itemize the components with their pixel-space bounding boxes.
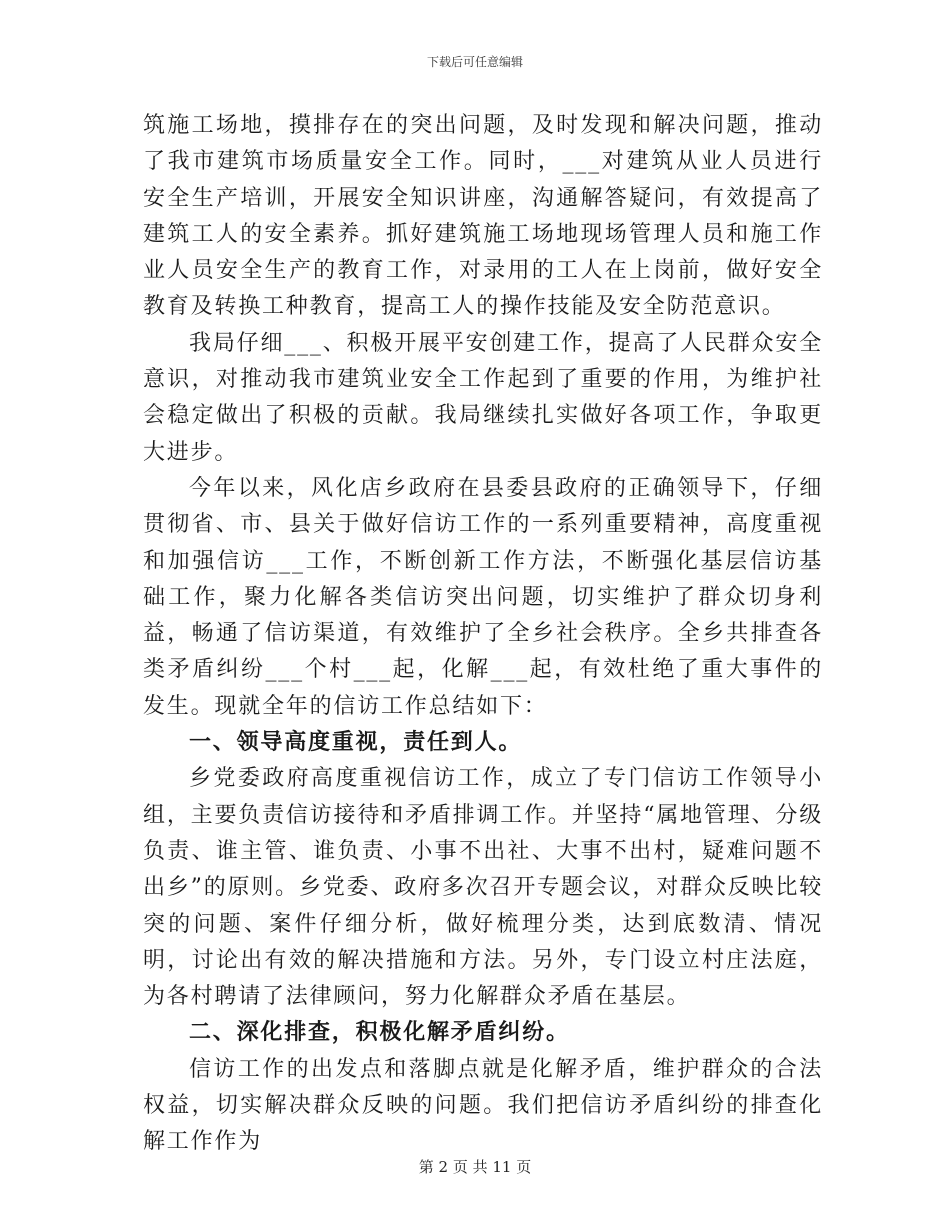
- paragraph-2: 我局仔细___、积极开展平安创建工作，提高了人民群众安全意识，对推动我市建筑业安全工作起到了重要的作用，为维护社会稳定做出了积极的贡献。我局继续扎实做好各项工作，争取更大进步。: [143, 330, 823, 465]
- paragraph-4: 乡党委政府高度重视信访工作，成立了专门信访工作领导小组，主要负责信访接待和矛盾排调工作。并坚持“属地管理、分级负责、谁主管、谁负责、小事不出社、大事不出村，疑难问题不出乡”的原则。乡党委、政府多次召开专题会议，对群众反映比较突的问题、案件仔细分析，做好梳理分类，达到底数清、情况明，讨论出有效的解决措施和方法。另外，专门设立村庄法庭，为各村聘请了法律顾问，努力化解群众矛盾在基层。: [143, 766, 823, 1010]
- page-header: 下载后可任意编辑: [426, 55, 523, 69]
- paragraph-3: 今年以来，风化店乡政府在县委县政府的正确领导下，仔细贯彻省、市、县关于做好信访工作的一系列重要精神，高度重视和加强信访___工作，不断创新工作方法，不断强化基层信访基础工作，聚力化解各类信访突出问题，切实维护了群众切身利益，畅通了信访渠道，有效维护了全乡社会秩序。全乡共排查各类矛盾纠纷___个村___起，化解___起，有效杜绝了重大事件的发生。现就全年的信访工作总结如下：: [143, 475, 823, 719]
- section-heading-1: 一、领导高度重视，责任到人。: [189, 730, 523, 756]
- page-footer: 第 2 页 共 11 页: [418, 1158, 532, 1176]
- document-body: [143, 108, 823, 1161]
- section-heading-2: 二、深化排查，积极化解矛盾纠纷。: [189, 1020, 570, 1046]
- paragraph-5: 信访工作的出发点和落脚点就是化解矛盾，维护群众的合法权益，切实解决群众反映的问题。我们把信访矛盾纠纷的排查化解工作作为: [143, 1056, 823, 1155]
- paragraph-1: 筑施工场地，摸排存在的突出问题，及时发现和解决问题，推动了我市建筑市场质量安全工作。同时，___对建筑从业人员进行安全生产培训，开展安全知识讲座，沟通解答疑问，有效提高了建筑工人的安全素养。抓好建筑施工场地现场管理人员和施工作业人员安全生产的教育工作，对录用的工人在上岗前，做好安全教育及转换工种教育，提高工人的操作技能及安全防范意识。: [143, 113, 823, 320]
